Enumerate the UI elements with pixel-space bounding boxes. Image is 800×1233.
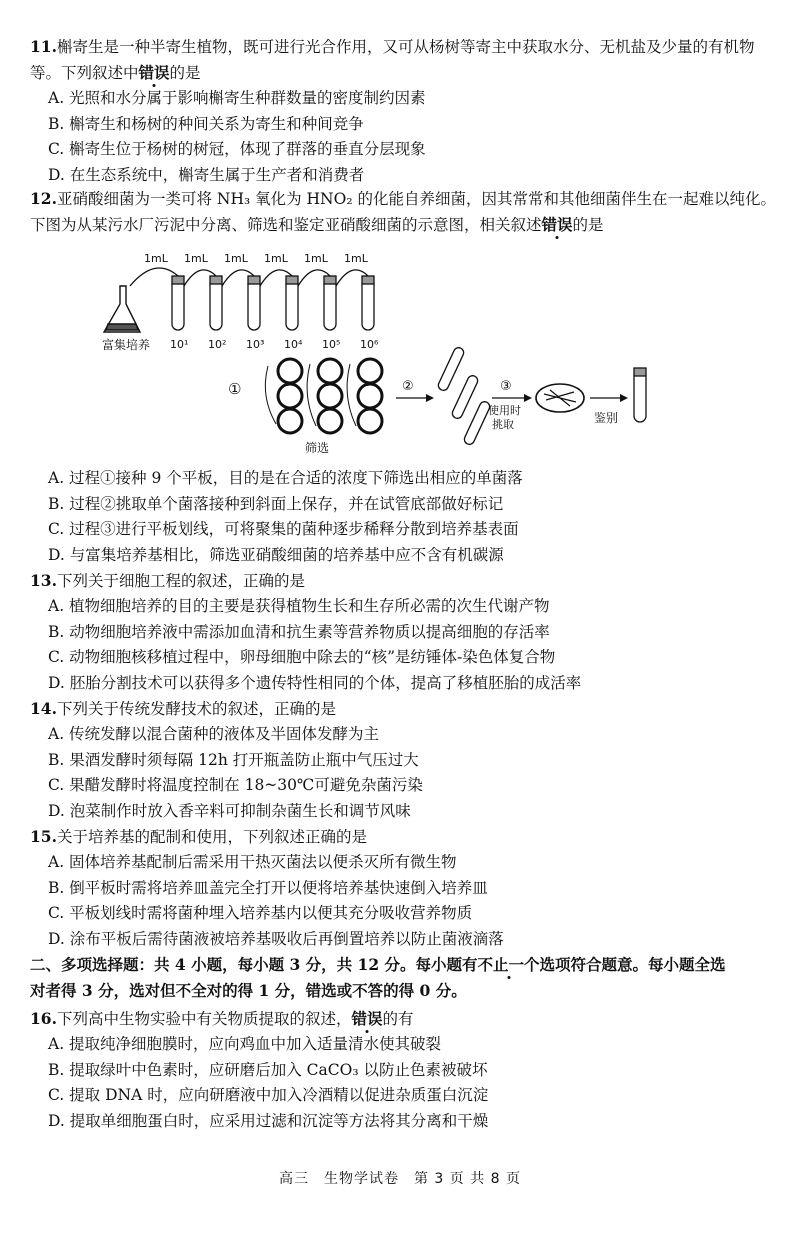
slant-tube-icon	[437, 346, 466, 392]
plate-icon	[358, 409, 382, 433]
option-b: B. 提取绿叶中色素时，应研磨后加入 CaCO₃ 以防止色素被破坏	[48, 1060, 488, 1079]
transfer-label: 1mL	[224, 252, 248, 265]
emphasis-wrong: 错误	[351, 1009, 383, 1028]
section-2-heading: 二、多项选择题：共 4 小题，每小题 3 分，共 12 分。每小题有不止一个选项符合题意。每小题全选 对者得 3 分，选对但不全对的得 1 分，错选或不答的得 0 分。	[30, 955, 726, 1000]
question-number: 14.	[30, 699, 57, 718]
question-12-stem: 12.亚硝酸细菌为一类可将 NH₃ 氧化为 HNO₂ 的化能自养细菌，因其常常和其他细菌伴生在一起难以纯化。下图为从某污水厂污泥中分离、筛选和鉴定亚硝酸细菌的示意图，相关叙述错误的是	[30, 189, 776, 234]
transfer-arrow	[130, 268, 178, 286]
option-a: A. 过程①接种 9 个平板，目的是在合适的浓度下筛选出相应的单菌落	[48, 469, 523, 487]
option-a: A. 光照和水分属于影响槲寄生种群数量的密度制约因素	[48, 89, 426, 107]
test-tube-icon	[362, 276, 374, 330]
pick-label: 挑取	[492, 418, 514, 431]
dilution-label: 10⁴	[284, 338, 303, 351]
page-footer: 高三 生物学试卷 第 3 页 共 8 页	[278, 1171, 522, 1187]
option-d: D. 在生态系统中，槲寄生属于生产者和消费者	[48, 165, 365, 184]
question-number: 16.	[30, 1009, 57, 1028]
plate-icon	[278, 359, 302, 383]
question-13-stem: 13.下列关于细胞工程的叙述，正确的是	[30, 571, 305, 590]
question-16-stem: 16.下列高中生物实验中有关物质提取的叙述，错误的有	[30, 1009, 414, 1028]
option-d: D. 泡菜制作时放入香辛料可抑制杂菌生长和调节风味	[48, 801, 411, 820]
option-d: D. 涂布平板后需待菌液被培养基吸收后再倒置培养以防止菌液滴落	[48, 929, 504, 948]
option-b: B. 槲寄生和杨树的种间关系为寄生和种间竞争	[48, 114, 364, 133]
slant-tube-icon	[451, 374, 480, 420]
plate-icon	[358, 384, 382, 408]
arrowhead-icon	[620, 394, 628, 402]
option-a: A. 植物细胞培养的目的主要是获得植物生长和生存所必需的次生代谢产物	[48, 597, 550, 615]
question-15-stem: 15.关于培养基的配制和使用，下列叙述正确的是	[30, 827, 367, 846]
step-3-marker: ③	[500, 379, 512, 394]
question-number: 15.	[30, 827, 57, 846]
question-16	[30, 1006, 778, 1134]
option-d: D. 与富集培养基相比，筛选亚硝酸细菌的培养基中应不含有机碳源	[48, 545, 504, 564]
option-d: D. 胚胎分割技术可以获得多个遗传特性相同的个体，提高了移植胚胎的成活率	[48, 673, 582, 692]
question-number: 11.	[30, 37, 57, 56]
option-b: B. 果酒发酵时须每隔 12h 打开瓶盖防止瓶中气压过大	[48, 750, 419, 769]
streak-plate-icon	[536, 384, 584, 412]
plate-icon	[318, 359, 342, 383]
slant-tube-icon	[463, 400, 492, 446]
plates-grid	[278, 359, 382, 433]
arrowhead-icon	[426, 394, 434, 402]
question-number: 12.	[30, 189, 57, 208]
question-15	[30, 824, 778, 952]
plate-icon	[318, 409, 342, 433]
emphasis-wrong: 错误	[541, 215, 573, 234]
emphasis-wrong: 错误	[138, 63, 170, 82]
test-tube-icon	[172, 276, 184, 330]
option-b: B. 倒平板时需将培养皿盖完全打开以便将培养基快速倒入培养皿	[48, 878, 488, 897]
plate-icon	[318, 384, 342, 408]
step-1-marker: ①	[228, 380, 242, 398]
step-2-marker: ②	[402, 379, 414, 394]
plate-icon	[358, 359, 382, 383]
option-c: C. 槲寄生位于杨树的树冠，体现了群落的垂直分层现象	[48, 140, 426, 158]
option-c: C. 提取 DNA 时，应向研磨液中加入冷酒精以促进杂质蛋白沉淀	[48, 1086, 489, 1104]
test-tube-icon	[634, 368, 646, 422]
isolation-diagram	[100, 246, 660, 462]
plate-icon	[278, 409, 302, 433]
arrowhead-icon	[524, 394, 532, 402]
use-label: 使用时	[488, 404, 521, 417]
flask-icon	[104, 286, 140, 332]
option-b: B. 动物细胞培养液中需添加血清和抗生素等营养物质以提高细胞的存活率	[48, 622, 550, 641]
test-tube-icon	[324, 276, 336, 330]
question-12	[30, 186, 778, 238]
option-a: A. 提取纯净细胞膜时，应向鸡血中加入适量清水使其破裂	[48, 1035, 442, 1053]
plate-icon	[278, 384, 302, 408]
question-number: 13.	[30, 571, 57, 590]
dilution-label: 10³	[246, 338, 265, 351]
test-tube-icon	[248, 276, 260, 330]
transfer-label: 1mL	[304, 252, 328, 265]
question-11-stem: 11.槲寄生是一种半寄生植物，既可进行光合作用，又可从杨树等寄主中获取水分、无机盐及少量的有机物等。下列叙述中错误的是	[30, 37, 755, 82]
question-14	[30, 696, 778, 824]
transfer-label: 1mL	[184, 252, 208, 265]
flask-label: 富集培养	[102, 338, 151, 352]
option-c: C. 果醋发酵时将温度控制在 18~30℃可避免杂菌污染	[48, 776, 423, 794]
option-a: A. 固体培养基配制后需采用干热灭菌法以便杀灭所有微生物	[48, 853, 457, 871]
emphasis-more-than-one: 不止一个	[477, 955, 540, 974]
question-14-stem: 14.下列关于传统发酵技术的叙述，正确的是	[30, 699, 336, 718]
option-d: D. 提取单细胞蛋白时，应采用过滤和沉淀等方法将其分离和干燥	[48, 1111, 489, 1130]
transfer-label: 1mL	[144, 252, 168, 265]
question-11	[30, 34, 778, 188]
option-c: C. 平板划线时需将菌种埋入培养基内以便其充分吸收营养物质	[48, 904, 473, 922]
dilution-label: 10¹	[170, 338, 189, 351]
dilution-label: 10²	[208, 338, 227, 351]
question-12-options	[30, 466, 778, 568]
dilution-tubes	[172, 276, 374, 330]
option-c: C. 动物细胞核移植过程中，卵母细胞中除去的“核”是纺锤体-染色体复合物	[48, 648, 556, 666]
test-tube-icon	[210, 276, 222, 330]
question-13	[30, 568, 778, 696]
option-b: B. 过程②挑取单个菌落接种到斜面上保存，并在试管底部做好标记	[48, 494, 504, 513]
option-a: A. 传统发酵以混合菌种的液体及半固体发酵为主	[48, 725, 380, 743]
screen-label: 筛选	[305, 441, 330, 455]
identify-label: 鉴别	[594, 411, 619, 425]
test-tube-icon	[286, 276, 298, 330]
dilution-label: 10⁶	[360, 338, 379, 351]
dilution-label: 10⁵	[322, 338, 341, 351]
slant-tubes	[437, 346, 492, 446]
transfer-label: 1mL	[264, 252, 288, 265]
transfer-label: 1mL	[344, 252, 368, 265]
option-c: C. 过程③进行平板划线，可将聚集的菌种逐步稀释分散到培养基表面	[48, 520, 519, 538]
